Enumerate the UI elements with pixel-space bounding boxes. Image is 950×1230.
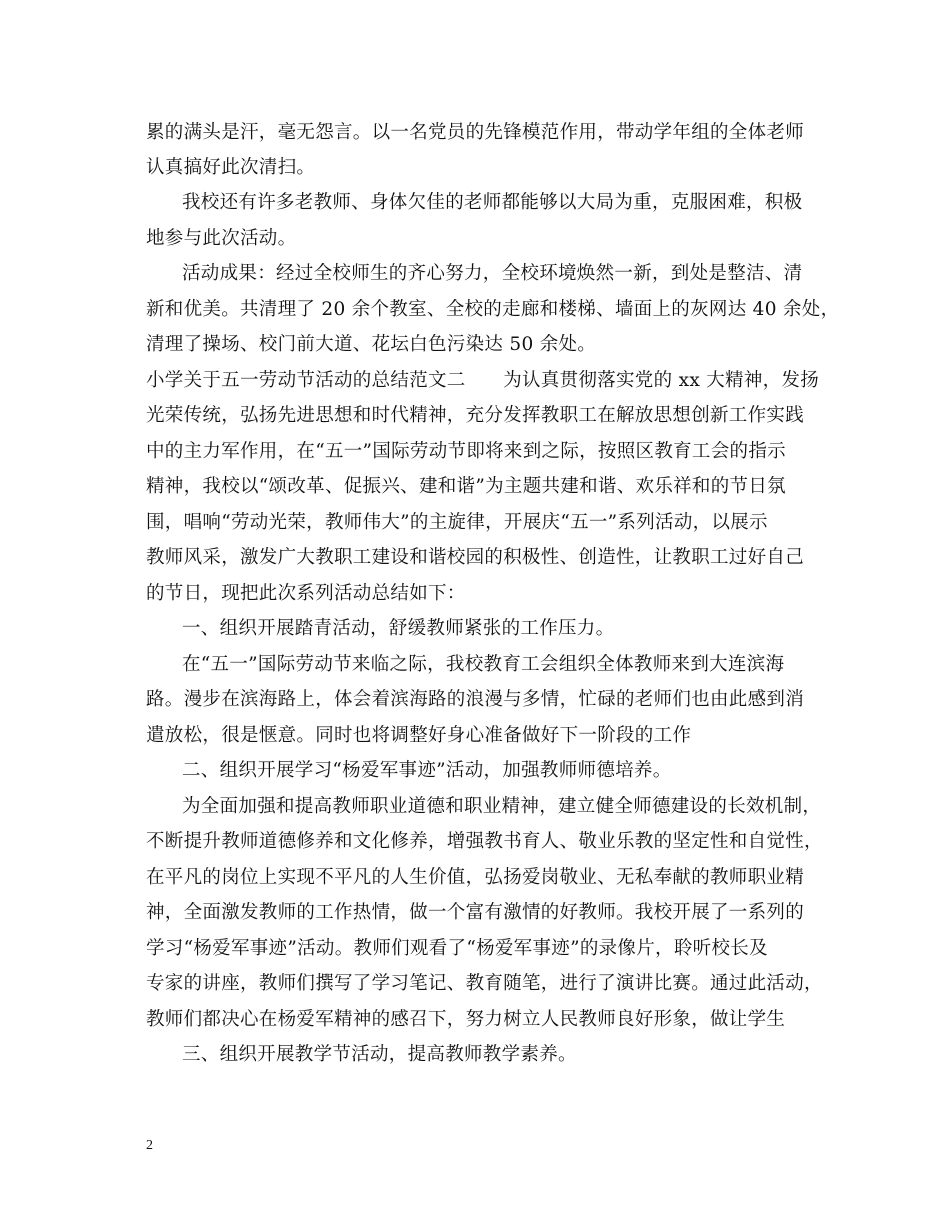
text-line: 活动成果：经过全校师生的齐心努力，全校环境焕然一新，到处是整洁、清 [182,263,803,284]
text-line: 地参与此次活动。 [146,228,297,249]
text-line: 中的主力军作用，在“五一”国际劳动节即将来到之际，按照区教育工会的指示 [146,441,786,462]
text-line: 在“五一”国际劳动节来临之际，我校教育工会组织全体教师来到大连滨海 [182,654,785,675]
text-line: 神，全面激发教师的工作热情，做一个富有激情的好教师。我校开展了一系列的 [146,902,805,923]
text-line: 不断提升教师道德修养和文化修养，增强教书育人、敬业乐教的坚定性和自觉性， [146,831,823,852]
page-number: 2 [146,1138,153,1153]
text-line: 累的满头是汗，毫无怨言。以一名党员的先锋模范作用，带动学年组的全体老师 [146,122,805,143]
text-line: 教师风采，激发广大教职工建设和谐校园的积极性、创造性，让教职工过好自己 [146,547,805,568]
text-line: 精神，我校以“颂改革、促振兴、建和谐”为主题共建和谐、欢乐祥和的节日氛 [146,476,786,497]
text-line: 教师们都决心在杨爱军精神的感召下，努力树立人民教师良好形象，做让学生 [146,1009,786,1030]
heading-line: 三、组织开展教学节活动，提高教师教学素养。 [182,1044,577,1065]
text-line: 我校还有许多老教师、身体欠佳的老师都能够以大局为重，克服困难，积极 [182,192,803,213]
text-line: 的节日，现把此次系列活动总结如下： [146,583,466,604]
text-line: 专家的讲座，教师们撰写了学习笔记、教育随笔，进行了演讲比赛。通过此活动， [146,973,823,994]
text-line: 为全面加强和提高教师职业道德和职业精神，建立健全师德建设的长效机制， [182,796,822,817]
text-line: 在平凡的岗位上实现不平凡的人生价值，弘扬爱岗敬业、无私奉献的教师职业精 [146,867,805,888]
text-line: 认真搞好此次清扫。 [146,157,316,178]
text-line: 新和优美。共清理了 20 余个教室、全校的走廊和楼梯、墙面上的灰网达 40 余处， [146,299,840,320]
text-line: 围，唱响“劳动光荣，教师伟大”的主旋律，开展庆“五一”系列活动，以展示 [146,512,768,533]
text-line: 光荣传统，弘扬先进思想和时代精神，充分发挥教职工在解放思想创新工作实践 [146,405,805,426]
text-line: 遣放松，很是惬意。同时也将调整好身心准备做好下一阶段的工作 [146,725,692,746]
text-line: 学习“杨爱军事迹”活动。教师们观看了“杨爱军事迹”的录像片，聆听校长及 [146,938,768,959]
heading-line: 二、组织开展学习“杨爱军事迹”活动，加强教师师德培养。 [182,760,672,781]
heading-line: 一、组织开展踏青活动，舒缓教师紧张的工作压力。 [182,618,615,639]
section-title-line: 小学关于五一劳动节活动的总结范文二 为认真贯彻落实党的 xx 大精神，发扬 [146,370,820,391]
text-line: 路。漫步在滨海路上，体会着滨海路的浪漫与多情，忙碌的老师们也由此感到消 [146,689,805,710]
text-line: 清理了操场、校门前大道、花坛白色污染达 50 余处。 [146,334,597,355]
